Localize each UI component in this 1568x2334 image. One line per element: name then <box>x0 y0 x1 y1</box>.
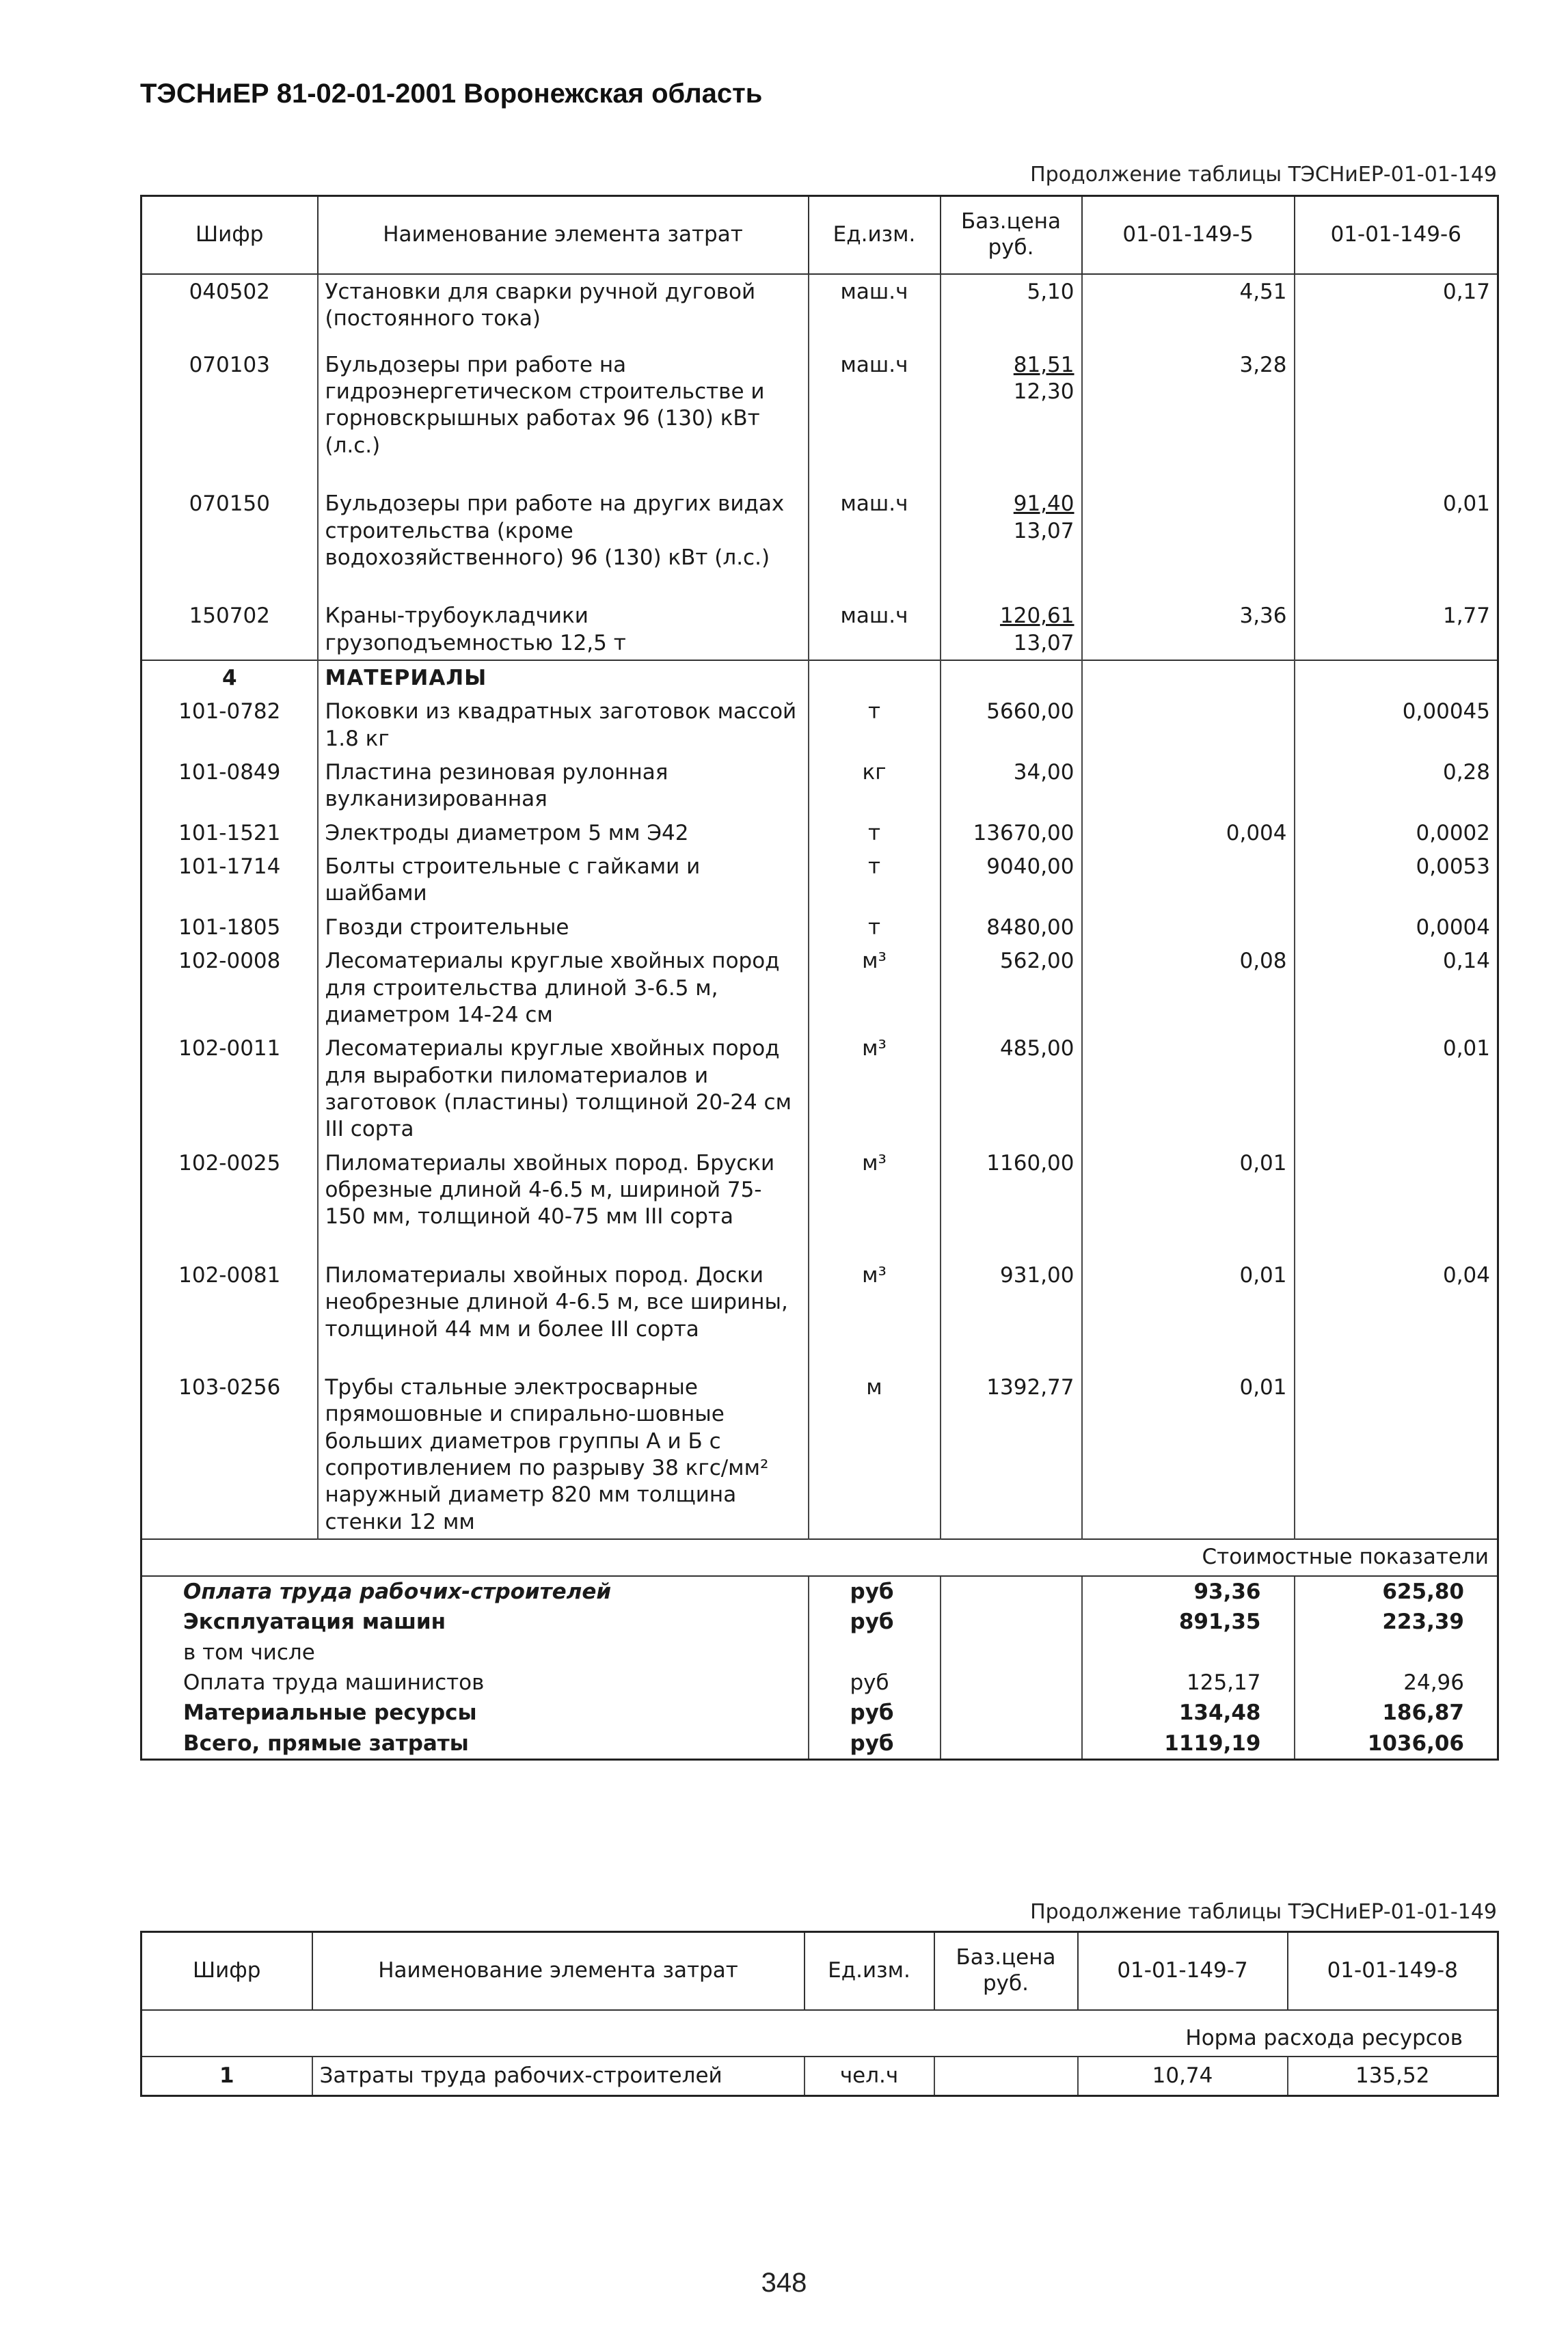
cost-label: в том числе <box>141 1638 809 1668</box>
row-value-5 <box>1082 755 1295 816</box>
cost-value-6 <box>1295 1638 1498 1668</box>
row-value-5: 3,28 <box>1082 348 1295 487</box>
row-price: 1160,00 <box>941 1146 1082 1258</box>
row-code: 101-1714 <box>141 850 318 910</box>
row-value-5: 0,01 <box>1082 1146 1295 1258</box>
row-price: 9040,00 <box>941 850 1082 910</box>
row-value-6: 1,77 <box>1295 599 1498 660</box>
cost-unit <box>809 1638 941 1668</box>
cost-row <box>141 1576 1498 1607</box>
cost-label: Всего, прямые затраты <box>141 1728 809 1760</box>
empty-cell <box>1082 660 1295 694</box>
empty-cell <box>941 1638 1082 1668</box>
header-base-price: Баз.цена руб. <box>941 196 1082 275</box>
empty-cell <box>941 1728 1082 1760</box>
section-title: МАТЕРИАЛЫ <box>318 660 809 694</box>
table-row <box>141 694 1498 755</box>
header-norm-8: 01-01-149-8 <box>1288 1932 1498 2011</box>
cost-label: Материальные ресурсы <box>141 1698 809 1728</box>
row-code: 150702 <box>141 599 318 660</box>
cost-indicators-heading: Стоимостные показатели <box>141 1539 1498 1576</box>
cost-row <box>141 1728 1498 1760</box>
empty-cell <box>1295 660 1498 694</box>
resource-table-1 <box>140 195 1499 1761</box>
table-row <box>141 755 1498 816</box>
row-code: 101-1805 <box>141 910 318 944</box>
header-unit: Ед.изм. <box>805 1932 934 2011</box>
table-row <box>141 487 1498 599</box>
row-unit: маш.ч <box>809 599 941 660</box>
row-value-6: 0,0004 <box>1295 910 1498 944</box>
page-number: 348 <box>761 2268 807 2298</box>
row-code: 070103 <box>141 348 318 487</box>
machinist-wage-value: 12,30 <box>1013 379 1074 405</box>
row-value-6: 0,28 <box>1295 755 1498 816</box>
resource-table-2 <box>140 1931 1499 2097</box>
table-row <box>141 910 1498 944</box>
row-name: Бульдозеры при работе на других видах строительства (кроме водохозяйственного) 96 (130) кВт (л.с.) <box>318 487 809 599</box>
row-price: 562,00 <box>941 944 1082 1031</box>
row-price <box>941 274 1082 348</box>
table-1-caption: Продолжение таблицы ТЭСНиЕР-01-01-149 <box>1030 163 1497 187</box>
empty-cell <box>941 1607 1082 1637</box>
row-price: 34,00 <box>941 755 1082 816</box>
cost-indicators-heading-row <box>141 1539 1498 1576</box>
row-unit: кг <box>809 755 941 816</box>
row-value-5 <box>1082 850 1295 910</box>
row-code: 040502 <box>141 274 318 348</box>
empty-cell <box>941 1576 1082 1607</box>
row-unit: м³ <box>809 944 941 1031</box>
row-value-5 <box>1082 487 1295 599</box>
row-name: Лесоматериалы круглые хвойных пород для строительства длиной 3-6.5 м, диаметром 14-24 см <box>318 944 809 1031</box>
header-norm-5: 01-01-149-5 <box>1082 196 1295 275</box>
table-row <box>141 1031 1498 1145</box>
machinist-wage-value: 13,07 <box>1013 518 1074 543</box>
row-code: 103-0256 <box>141 1370 318 1539</box>
row-value-6: 0,00045 <box>1295 694 1498 755</box>
row-price <box>941 487 1082 599</box>
row-unit: т <box>809 816 941 850</box>
norm-heading-row <box>141 2010 1498 2057</box>
cost-row <box>141 1668 1498 1698</box>
table-row <box>141 2057 1498 2096</box>
row-value-5: 4,51 <box>1082 274 1295 348</box>
row-price <box>934 2057 1078 2096</box>
price-value: 91,40 <box>1013 491 1074 517</box>
row-code: 101-0849 <box>141 755 318 816</box>
table-row <box>141 850 1498 910</box>
row-name: Трубы стальные электросварные прямошовные и спирально-шовные больших диаметров группы А и Б с сопротивлением по разрыву 38 кгс/мм² наружный диаметр 820 мм толщина стенки 12 мм <box>318 1370 809 1539</box>
row-value-6: 0,14 <box>1295 944 1498 1031</box>
row-value-5: 0,08 <box>1082 944 1295 1031</box>
price-value: 5,10 <box>1027 280 1074 304</box>
table-row <box>141 274 1498 348</box>
cost-unit: руб <box>809 1668 941 1698</box>
row-name: Болты строительные с гайками и шайбами <box>318 850 809 910</box>
row-price <box>941 348 1082 487</box>
row-value-5: 0,004 <box>1082 816 1295 850</box>
table-row <box>141 816 1498 850</box>
row-value-6 <box>1295 1146 1498 1258</box>
table-row <box>141 599 1498 660</box>
cost-value-6: 24,96 <box>1295 1668 1498 1698</box>
table-row <box>141 1370 1498 1539</box>
cost-row <box>141 1698 1498 1728</box>
table-2-caption: Продолжение таблицы ТЭСНиЕР-01-01-149 <box>1030 1900 1497 1924</box>
cost-label: Оплата труда машинистов <box>141 1668 809 1698</box>
row-code: 101-0782 <box>141 694 318 755</box>
row-value-8: 135,52 <box>1288 2057 1498 2096</box>
table-row <box>141 348 1498 487</box>
row-price: 13670,00 <box>941 816 1082 850</box>
row-unit: м³ <box>809 1031 941 1145</box>
table-row <box>141 1258 1498 1370</box>
row-value-5 <box>1082 1031 1295 1145</box>
cost-unit: руб <box>809 1607 941 1637</box>
cost-value-5: 125,17 <box>1082 1668 1295 1698</box>
row-unit: м³ <box>809 1146 941 1258</box>
cost-value-6: 223,39 <box>1295 1607 1498 1637</box>
row-name: Пиломатериалы хвойных пород. Доски необрезные длиной 4-6.5 м, все ширины, толщиной 44 мм и более III сорта <box>318 1258 809 1370</box>
row-name: Пиломатериалы хвойных пород. Бруски обрезные длиной 4-6.5 м, шириной 75-150 мм, толщиной 40-75 мм III сорта <box>318 1146 809 1258</box>
row-unit: маш.ч <box>809 487 941 599</box>
row-value-6: 0,01 <box>1295 487 1498 599</box>
cost-value-5: 93,36 <box>1082 1576 1295 1607</box>
price-value: 81,51 <box>1013 352 1074 377</box>
cost-unit: руб <box>809 1698 941 1728</box>
cost-label: Оплата труда рабочих-строителей <box>141 1576 809 1607</box>
document-title: ТЭСНиЕР 81-02-01-2001 Воронежская область <box>140 79 763 109</box>
header-norm-6: 01-01-149-6 <box>1295 196 1498 275</box>
header-name: Наименование элемента затрат <box>318 196 809 275</box>
row-unit: м³ <box>809 1258 941 1370</box>
row-name: Пластина резиновая рулонная вулканизированная <box>318 755 809 816</box>
cost-row <box>141 1607 1498 1637</box>
row-unit: т <box>809 850 941 910</box>
cost-value-6: 625,80 <box>1295 1576 1498 1607</box>
cost-row <box>141 1638 1498 1668</box>
row-value-6: 0,0053 <box>1295 850 1498 910</box>
machinist-wage-value: 13,07 <box>1013 630 1074 655</box>
row-name: Затраты труда рабочих-строителей <box>312 2057 805 2096</box>
header-name: Наименование элемента затрат <box>312 1932 805 2011</box>
price-value: 120,61 <box>1000 603 1074 629</box>
row-price: 1392,77 <box>941 1370 1082 1539</box>
header-code: Шифр <box>141 1932 312 2011</box>
row-value-6: 0,0002 <box>1295 816 1498 850</box>
row-name: Электроды диаметром 5 мм Э42 <box>318 816 809 850</box>
empty-cell <box>941 660 1082 694</box>
header-code: Шифр <box>141 196 318 275</box>
row-value-5 <box>1082 694 1295 755</box>
row-name: Гвозди строительные <box>318 910 809 944</box>
row-code: 1 <box>141 2057 312 2096</box>
row-unit: т <box>809 910 941 944</box>
cost-value-6: 186,87 <box>1295 1698 1498 1728</box>
cost-unit: руб <box>809 1576 941 1607</box>
row-code: 102-0008 <box>141 944 318 1031</box>
row-value-6 <box>1295 1370 1498 1539</box>
table-row <box>141 1146 1498 1258</box>
row-name: Бульдозеры при работе на гидроэнергетическом строительстве и горновскрышных работах 96 (130) кВт (л.с.) <box>318 348 809 487</box>
table-header-row <box>141 1932 1498 2011</box>
row-code: 101-1521 <box>141 816 318 850</box>
row-name: Лесоматериалы круглые хвойных пород для выработки пиломатериалов и заготовок (пластины) толщиной 20-24 см III сорта <box>318 1031 809 1145</box>
header-unit: Ед.изм. <box>809 196 941 275</box>
row-price: 931,00 <box>941 1258 1082 1370</box>
row-name: Установки для сварки ручной дуговой (постоянного тока) <box>318 274 809 348</box>
row-value-6: 0,01 <box>1295 1031 1498 1145</box>
empty-cell <box>941 1668 1082 1698</box>
cost-value-5: 1119,19 <box>1082 1728 1295 1760</box>
cost-label: Эксплуатация машин <box>141 1607 809 1637</box>
row-unit: маш.ч <box>809 348 941 487</box>
row-code: 102-0081 <box>141 1258 318 1370</box>
row-value-6 <box>1295 348 1498 487</box>
row-value-7: 10,74 <box>1078 2057 1288 2096</box>
row-price: 5660,00 <box>941 694 1082 755</box>
header-norm-7: 01-01-149-7 <box>1078 1932 1288 2011</box>
row-price: 8480,00 <box>941 910 1082 944</box>
cost-value-6: 1036,06 <box>1295 1728 1498 1760</box>
row-value-5: 0,01 <box>1082 1370 1295 1539</box>
row-code: 102-0011 <box>141 1031 318 1145</box>
row-unit: т <box>809 694 941 755</box>
cost-value-5 <box>1082 1638 1295 1668</box>
table-header-row <box>141 196 1498 275</box>
empty-cell <box>941 1698 1082 1728</box>
cost-unit: руб <box>809 1728 941 1760</box>
cost-value-5: 134,48 <box>1082 1698 1295 1728</box>
row-unit: м <box>809 1370 941 1539</box>
row-value-5: 0,01 <box>1082 1258 1295 1370</box>
empty-cell <box>809 660 941 694</box>
section-number: 4 <box>141 660 318 694</box>
cost-value-5: 891,35 <box>1082 1607 1295 1637</box>
row-value-6: 0,17 <box>1295 274 1498 348</box>
row-value-5: 3,36 <box>1082 599 1295 660</box>
row-value-6: 0,04 <box>1295 1258 1498 1370</box>
row-price: 485,00 <box>941 1031 1082 1145</box>
table-row <box>141 944 1498 1031</box>
row-unit: чел.ч <box>805 2057 934 2096</box>
row-price <box>941 599 1082 660</box>
header-base-price: Баз.цена руб. <box>934 1932 1078 2011</box>
row-code: 102-0025 <box>141 1146 318 1258</box>
row-value-5 <box>1082 910 1295 944</box>
section-header-row <box>141 660 1498 694</box>
row-name: Поковки из квадратных заготовок массой 1.8 кг <box>318 694 809 755</box>
row-name: Краны-трубоукладчики грузоподъемностью 12,5 т <box>318 599 809 660</box>
norm-heading: Норма расхода ресурсов <box>141 2010 1498 2057</box>
row-code: 070150 <box>141 487 318 599</box>
row-unit: маш.ч <box>809 274 941 348</box>
